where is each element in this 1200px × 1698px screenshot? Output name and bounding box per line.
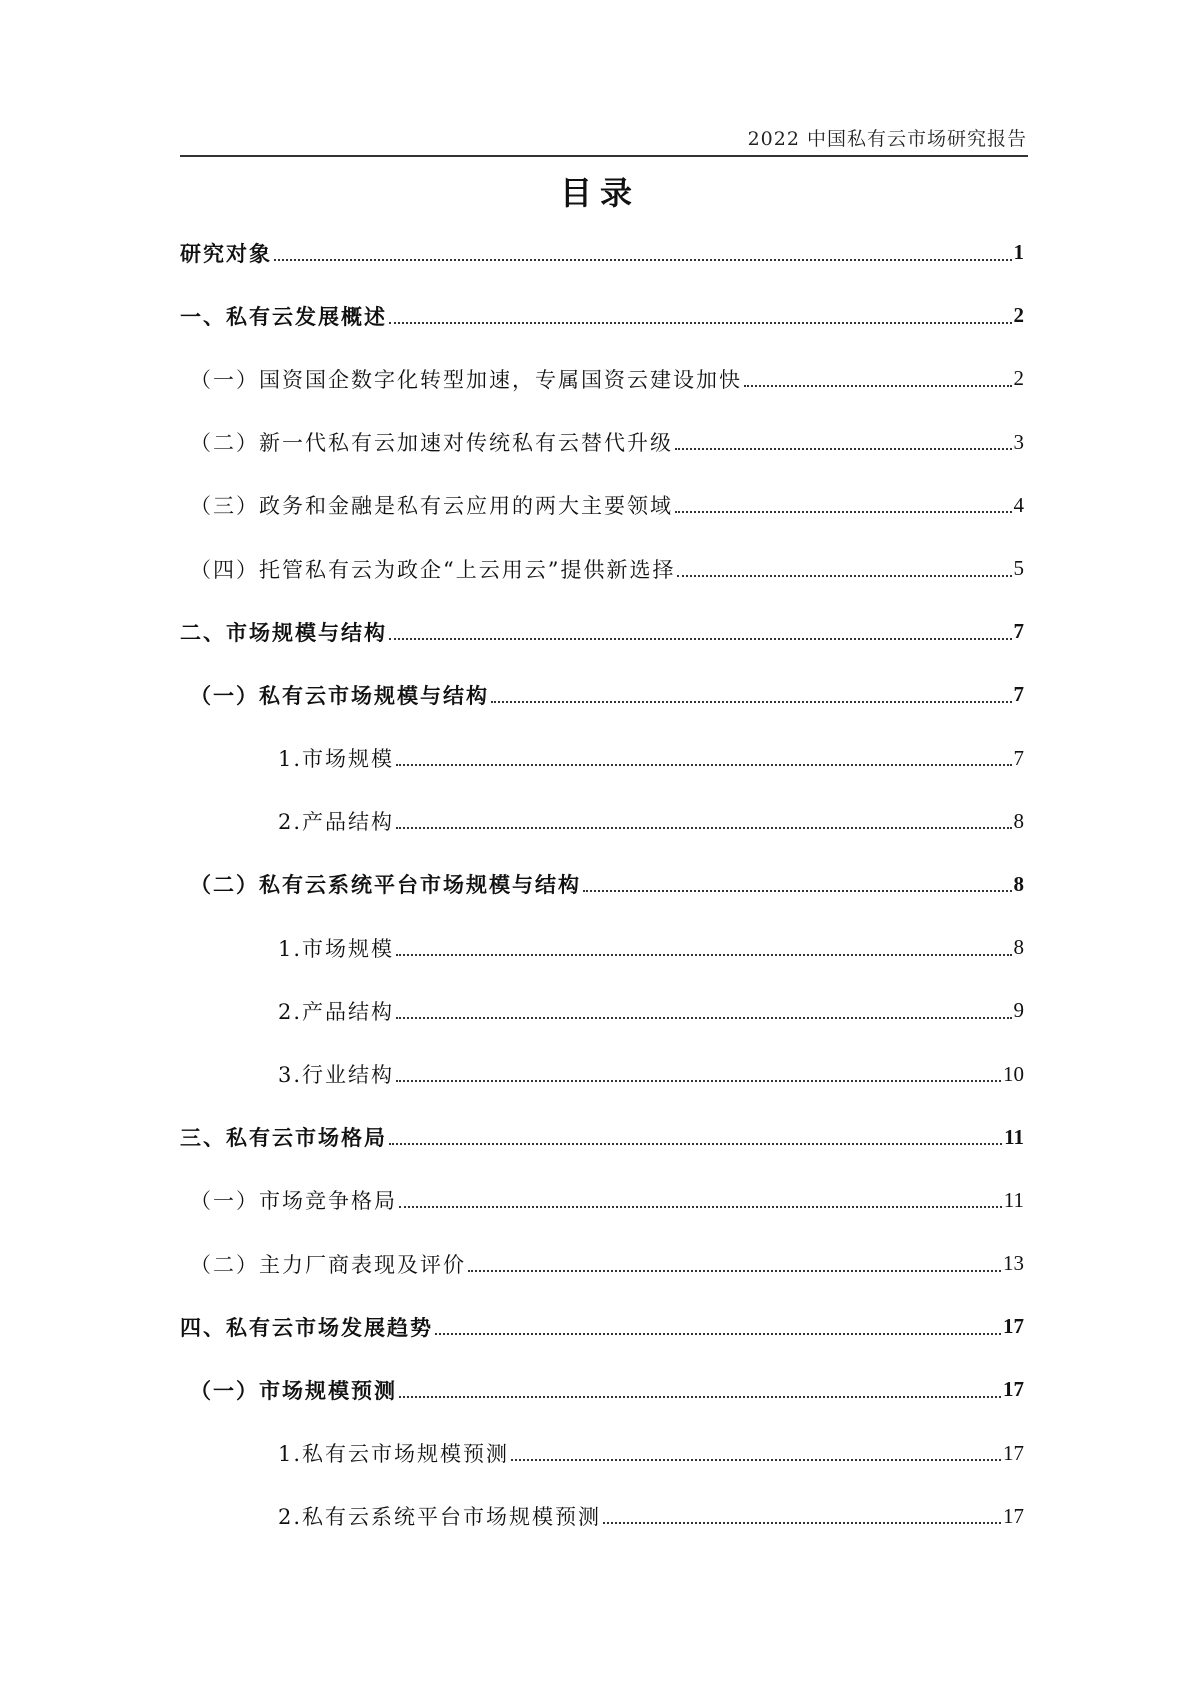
toc-entry[interactable] bbox=[180, 474, 1024, 537]
toc-entry[interactable] bbox=[180, 663, 1024, 726]
dot-leader bbox=[389, 322, 1012, 324]
toc-entry-label: 四、私有云市场发展趋势 bbox=[180, 1314, 433, 1340]
dot-leader bbox=[399, 1206, 1002, 1208]
toc-entry-page: 7 bbox=[1013, 619, 1024, 644]
toc-entry[interactable] bbox=[180, 284, 1024, 347]
dot-leader bbox=[396, 764, 1011, 766]
toc-entry[interactable] bbox=[180, 979, 1024, 1042]
toc-entry[interactable] bbox=[180, 411, 1024, 474]
toc-entry[interactable] bbox=[180, 1106, 1024, 1169]
toc-entry-page: 2 bbox=[1013, 366, 1024, 391]
toc-entry[interactable] bbox=[180, 1232, 1024, 1295]
dot-leader bbox=[583, 890, 1012, 892]
toc-entry[interactable] bbox=[180, 853, 1024, 916]
dot-leader bbox=[468, 1270, 1001, 1272]
dot-leader bbox=[396, 1080, 1001, 1082]
toc-entry-label: 三、私有云市场格局 bbox=[180, 1125, 387, 1151]
toc-entry-page: 7 bbox=[1013, 682, 1024, 707]
dot-leader bbox=[435, 1333, 1001, 1335]
toc-entry-label: 二、市场规模与结构 bbox=[180, 619, 387, 645]
toc-entry-page: 17 bbox=[1003, 1440, 1024, 1465]
dot-leader bbox=[675, 511, 1012, 513]
page-title: 目录 bbox=[559, 174, 640, 212]
toc-entry-page: 7 bbox=[1013, 745, 1024, 770]
toc-entry[interactable] bbox=[180, 1422, 1024, 1485]
toc-entry-page: 9 bbox=[1013, 998, 1024, 1023]
toc-entry[interactable] bbox=[180, 221, 1024, 284]
toc-entry-page: 17 bbox=[1003, 1377, 1024, 1402]
toc-entry-page: 4 bbox=[1013, 492, 1024, 517]
dot-leader bbox=[399, 1396, 1001, 1398]
dot-leader bbox=[677, 575, 1011, 577]
toc-entry-label: （三）政务和金融是私有云应用的两大主要领域 bbox=[190, 494, 673, 519]
dot-leader bbox=[744, 385, 1012, 387]
toc-entry-label: 研究对象 bbox=[180, 240, 272, 266]
toc-entry[interactable] bbox=[180, 790, 1024, 853]
dot-leader bbox=[396, 827, 1011, 829]
table-of-contents bbox=[180, 221, 1024, 1548]
dot-leader bbox=[603, 1522, 1001, 1524]
toc-entry[interactable] bbox=[180, 1485, 1024, 1548]
toc-entry-page: 13 bbox=[1003, 1251, 1024, 1276]
toc-entry[interactable] bbox=[180, 347, 1024, 410]
toc-entry-label: （一）国资国企数字化转型加速，专属国资云建设加快 bbox=[190, 367, 742, 392]
toc-entry-label: 1.市场规模 bbox=[278, 747, 395, 772]
toc-entry-page: 11 bbox=[1003, 1187, 1024, 1212]
toc-entry-label: 2.私有云系统平台市场规模预测 bbox=[278, 1505, 602, 1530]
dot-leader bbox=[511, 1459, 1001, 1461]
toc-entry-label: （一）私有云市场规模与结构 bbox=[190, 682, 489, 708]
running-header: 2022 中国私有云市场研究报告 bbox=[747, 128, 1027, 150]
header-divider bbox=[180, 155, 1028, 157]
toc-entry-label: （一）市场规模预测 bbox=[190, 1377, 397, 1403]
toc-entry[interactable] bbox=[180, 916, 1024, 979]
dot-leader bbox=[274, 259, 1012, 261]
toc-entry-label: 一、私有云发展概述 bbox=[180, 303, 387, 329]
toc-entry-label: 1.市场规模 bbox=[278, 936, 395, 961]
toc-entry-page: 11 bbox=[1004, 1124, 1024, 1149]
toc-entry-label: 2.产品结构 bbox=[278, 999, 395, 1024]
toc-entry-label: （一）市场竞争格局 bbox=[190, 1189, 397, 1214]
dot-leader bbox=[396, 1017, 1011, 1019]
toc-entry[interactable] bbox=[180, 727, 1024, 790]
toc-entry-page: 1 bbox=[1013, 240, 1024, 265]
toc-entry-label: （二）私有云系统平台市场规模与结构 bbox=[190, 872, 581, 898]
toc-entry[interactable] bbox=[180, 1169, 1024, 1232]
dot-leader bbox=[491, 701, 1012, 703]
toc-entry-label: （四）托管私有云为政企“上云用云”提供新选择 bbox=[190, 557, 676, 582]
toc-entry[interactable] bbox=[180, 537, 1024, 600]
toc-entry-page: 2 bbox=[1013, 303, 1024, 328]
dot-leader bbox=[389, 638, 1012, 640]
toc-entry-page: 3 bbox=[1013, 429, 1024, 454]
toc-entry-label: （二）新一代私有云加速对传统私有云替代升级 bbox=[190, 431, 673, 456]
toc-entry[interactable] bbox=[180, 1358, 1024, 1421]
toc-entry[interactable] bbox=[180, 600, 1024, 663]
toc-entry[interactable] bbox=[180, 1042, 1024, 1105]
toc-entry-page: 10 bbox=[1003, 1061, 1024, 1086]
toc-entry-label: 2.产品结构 bbox=[278, 810, 395, 835]
toc-entry-page: 8 bbox=[1013, 808, 1024, 833]
toc-entry-label: 3.行业结构 bbox=[278, 1063, 395, 1088]
toc-entry-page: 8 bbox=[1013, 935, 1024, 960]
toc-entry-page: 17 bbox=[1003, 1503, 1024, 1528]
toc-entry-page: 5 bbox=[1013, 556, 1024, 581]
toc-entry-page: 8 bbox=[1013, 871, 1024, 896]
dot-leader bbox=[396, 954, 1011, 956]
toc-entry-label: （二）主力厂商表现及评价 bbox=[190, 1252, 466, 1277]
toc-entry-label: 1.私有云市场规模预测 bbox=[278, 1442, 510, 1467]
toc-entry[interactable] bbox=[180, 1295, 1024, 1358]
toc-entry-page: 17 bbox=[1003, 1314, 1024, 1339]
dot-leader bbox=[675, 448, 1012, 450]
dot-leader bbox=[389, 1143, 1002, 1145]
